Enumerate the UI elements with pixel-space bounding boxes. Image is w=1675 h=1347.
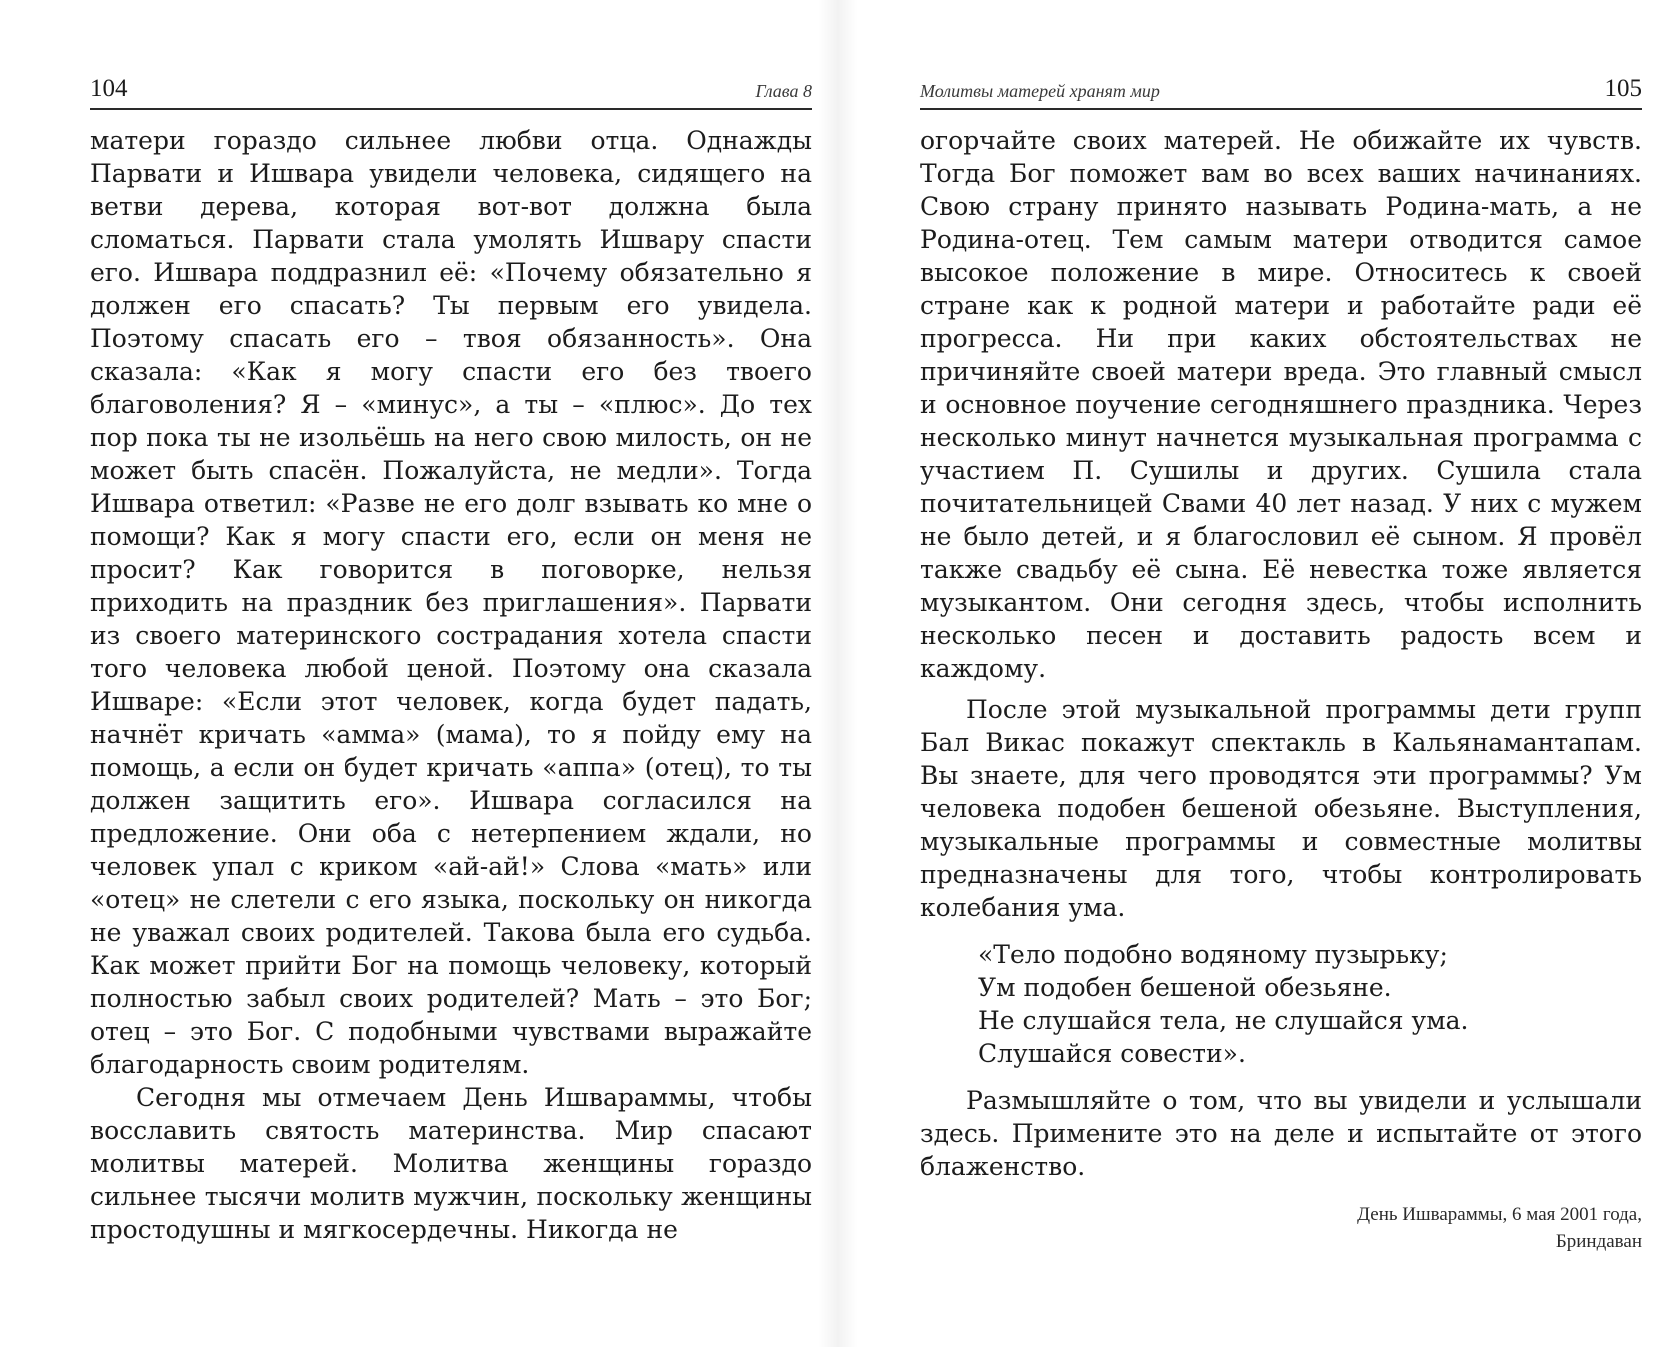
poem-line: Не слушайся тела, не слушайся ума. (978, 1006, 1469, 1035)
right-running-head: Молитвы матерей хранят мир (920, 81, 1160, 101)
left-running-head: Глава 8 (755, 81, 812, 101)
signature (920, 1201, 1642, 1255)
left-page-number: 104 (90, 75, 128, 102)
poem-line: Слушайся совести». (978, 1039, 1246, 1068)
paragraph: матери гораздо сильнее любви отца. Однажды Парвати и Ишвара увидели человека, сидящего на ветви дерева, которая вот-вот должна была сломаться. Парвати стала умолять Ишвару спасти его. Ишвара поддразнил её: «Почему обязательно я должен его спасать? Ты первым его увидела. Поэтому спасать его – твоя обязанность». Она сказала: «Как я могу спасти его без твоего благоволения? Я – «минус», а ты – «плюс». До тех пор пока ты не изольёшь на него свою милость, он не может быть спасён. Пожалуйста, не медли». Тогда Ишвара ответил: «Разве не его долг взывать ко мне о помощи? Как я могу спасти его, если он меня не просит? Как говорится в поговорке, нельзя приходить на праздник без приглашения». Парвати из своего материнского сострадания хотела спасти того человека любой ценой. Поэтому она сказала Ишваре: «Если этот человек, когда будет падать, начнёт кричать «амма» (мама), то я пойду ему на помощь, а если он будет кричать «аппа» (отец), то ты должен защитить его». Ишвара согласился на предложение. Они оба с нетерпением ждали, но человек упал с криком «ай-ай!» Слова «мать» или «отец» не слетели с его языка, поскольку он никогда не уважал своих родителей. Такова была его судьба. Как может прийти Бог на помощь человеку, который полностью забыл своих родителей? Мать – это Бог; отец – это Бог. С подобными чувствами выражайте благодарность своим родителям. (90, 126, 812, 1079)
book-gutter (818, 0, 858, 1347)
poem-quote (978, 938, 1642, 1070)
right-page-text (920, 124, 1642, 1255)
right-page-header (920, 72, 1642, 110)
signature-date: День Ишвараммы, 6 мая 2001 года, (1357, 1204, 1642, 1225)
poem-line: Ум подобен бешеной обезьяне. (978, 973, 1392, 1002)
left-page (90, 72, 812, 1246)
closing-paragraph: Размышляйте о том, что вы увидели и услышали здесь. Примените это на деле и испытайте от этого блаженство. (920, 1086, 1642, 1181)
right-page-number: 105 (1604, 75, 1642, 102)
left-page-text (90, 124, 812, 1246)
right-page (920, 72, 1642, 1255)
left-page-header (90, 72, 812, 110)
paragraph: Сегодня мы отмечаем День Ишвараммы, чтобы восславить святость материнства. Мир спасают молитвы матерей. Молитва женщины гораздо сильнее тысячи молитв мужчин, поскольку женщины простодушны и мягкосердечны. Никогда не (90, 1083, 812, 1244)
signature-place: Бриндаван (1555, 1231, 1642, 1252)
paragraph: После этой музыкальной программы дети групп Бал Викас покажут спектакль в Кальянамантапам. Вы знаете, для чего проводятся эти программы? Ум человека подобен бешеной обезьяне. Выступления, музыкальные программы и совместные молитвы предназначены для того, чтобы контролировать колебания ума. (920, 695, 1642, 922)
paragraph: огорчайте своих матерей. Не обижайте их чувств. Тогда Бог поможет вам во всех ваших начинаниях. Свою страну принято называть Родина-мать, а не Родина-отец. Тем самым матери отводится самое высокое положение в мире. Относитесь к своей стране как к родной матери и работайте ради её прогресса. Ни при каких обстоятельствах не причиняйте своей матери вреда. Это главный смысл и основное поучение сегодняшнего праздника. Через несколько минут начнется музыкальная программа с участием П. Сушилы и других. Сушила стала почитательницей Свами 40 лет назад. У них с мужем не было детей, и я благословил её сыном. Я провёл также свадьбу её сына. Её невестка тоже является музыкантом. Они сегодня здесь, чтобы исполнить несколько песен и доставить радость всем и каждому. (920, 126, 1642, 683)
poem-line: «Тело подобно водяному пузырьку; (978, 940, 1448, 969)
